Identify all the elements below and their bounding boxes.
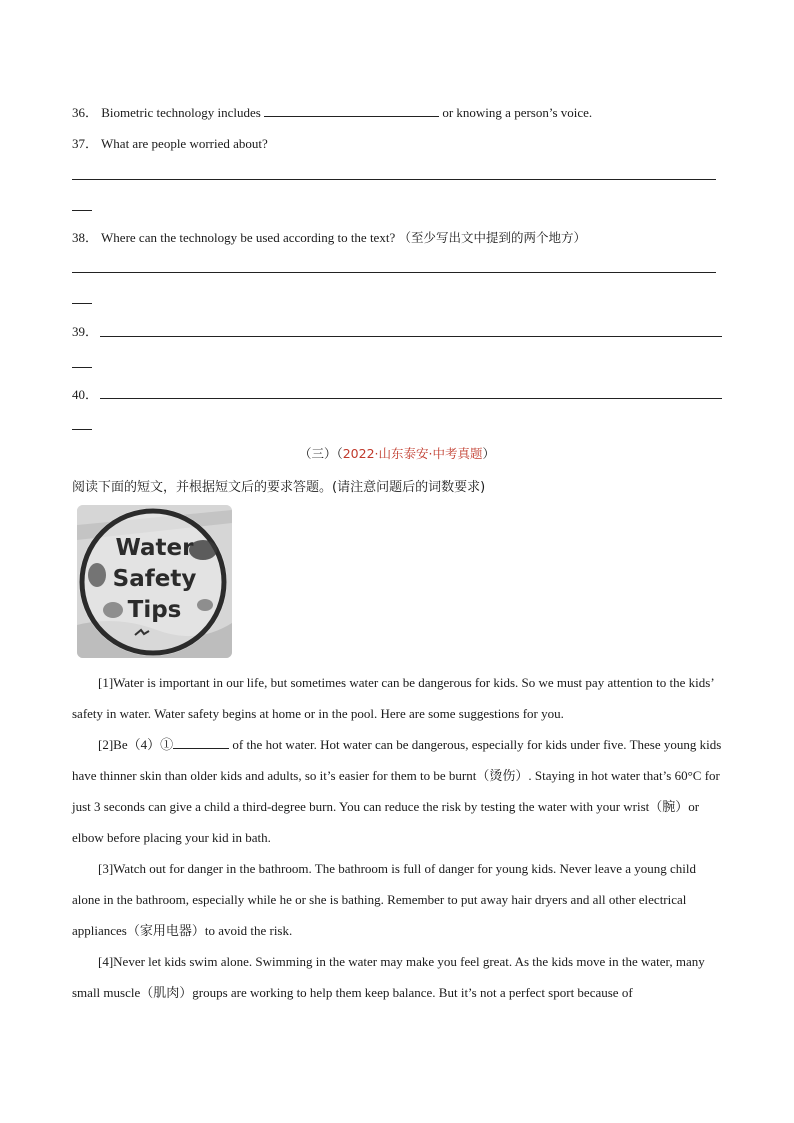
question-39-number: 39． bbox=[72, 324, 99, 339]
section-title-suffix: ） bbox=[482, 446, 496, 461]
section-instruction: 阅读下面的短文，并根据短文后的要求答题。(请注意问题后的词数要求) bbox=[72, 480, 486, 495]
question-38-number: 38． bbox=[72, 230, 99, 245]
paragraph-4: [4]Never let kids swim alone. Swimming in the water may make you feel great. As the kids move in the water, many small muscle（肌肉）groups are working to help them keep balance. But it’s not a perfect sport because of bbox=[72, 954, 705, 1000]
paragraph-1: [1]Water is important in our life, but sometimes water can be dangerous for kids. So we must pay attention to the kids’ safety in water. Water safety begins at home or in the pool. Here are some suggestions for you. bbox=[72, 675, 714, 721]
question-37 bbox=[72, 133, 268, 152]
answer-line-37[interactable] bbox=[72, 179, 716, 180]
answer-line-38[interactable] bbox=[72, 272, 716, 273]
answer-line-37-tail[interactable] bbox=[72, 210, 92, 211]
section-title-source: 2022·山东泰安·中考真题 bbox=[342, 446, 483, 461]
logo-line-tips: Tips bbox=[127, 597, 182, 623]
section-title-prefix: （三）（ bbox=[298, 446, 343, 461]
logo-line-water: Water bbox=[115, 535, 194, 561]
question-36-text-b: or knowing a person’s voice. bbox=[442, 105, 593, 120]
blank-4-1[interactable] bbox=[173, 748, 229, 749]
section-title bbox=[0, 444, 794, 462]
answer-line-38-tail[interactable] bbox=[72, 303, 92, 304]
paragraph-3: [3]Watch out for danger in the bathroom. The bathroom is full of danger for young kids. Never leave a young child alone in the bathroom, especially while he or she is bathing. Remember to put away hair dryers and all other electrical appliances（家用电器）to avoid the risk. bbox=[72, 861, 696, 938]
paragraph-2-rest: of the hot water. Hot water can be dangerous, especially for kids under five. These young kids have thinner skin than older kids and adults, so it’s easier for them to be burnt（烫伤）. Staying in hot water that’s 60°C for just 3 seconds can give a child a third-degree burn. You can reduce the risk by testing the water with your wrist（腕）or elbow before placing your kid in bath. bbox=[72, 737, 722, 845]
answer-line-39[interactable] bbox=[100, 336, 722, 337]
answer-line-40-tail[interactable] bbox=[72, 429, 92, 430]
question-39 bbox=[72, 321, 98, 340]
question-36 bbox=[72, 102, 592, 121]
paragraph-2 bbox=[72, 729, 722, 853]
paragraph-2-start: [2]Be（4）① bbox=[98, 737, 174, 752]
question-38-note: （至少写出文中提到的两个地方） bbox=[398, 230, 586, 245]
water-safety-logo bbox=[77, 505, 232, 658]
passage bbox=[72, 667, 722, 1008]
question-40-number: 40． bbox=[72, 387, 99, 402]
question-40 bbox=[72, 384, 98, 403]
question-37-text: What are people worried about? bbox=[101, 136, 268, 151]
question-38-text: Where can the technology be used according to the text? bbox=[101, 230, 396, 245]
question-37-number: 37． bbox=[72, 136, 99, 151]
question-36-text-a: Biometric technology includes bbox=[101, 105, 261, 120]
logo-text bbox=[77, 533, 232, 626]
question-36-number: 36． bbox=[72, 105, 99, 120]
answer-line-40[interactable] bbox=[100, 398, 722, 399]
answer-line-39-tail[interactable] bbox=[72, 367, 92, 368]
question-38 bbox=[72, 227, 586, 246]
logo-line-safety: Safety bbox=[112, 566, 197, 592]
question-36-blank[interactable] bbox=[264, 116, 439, 117]
